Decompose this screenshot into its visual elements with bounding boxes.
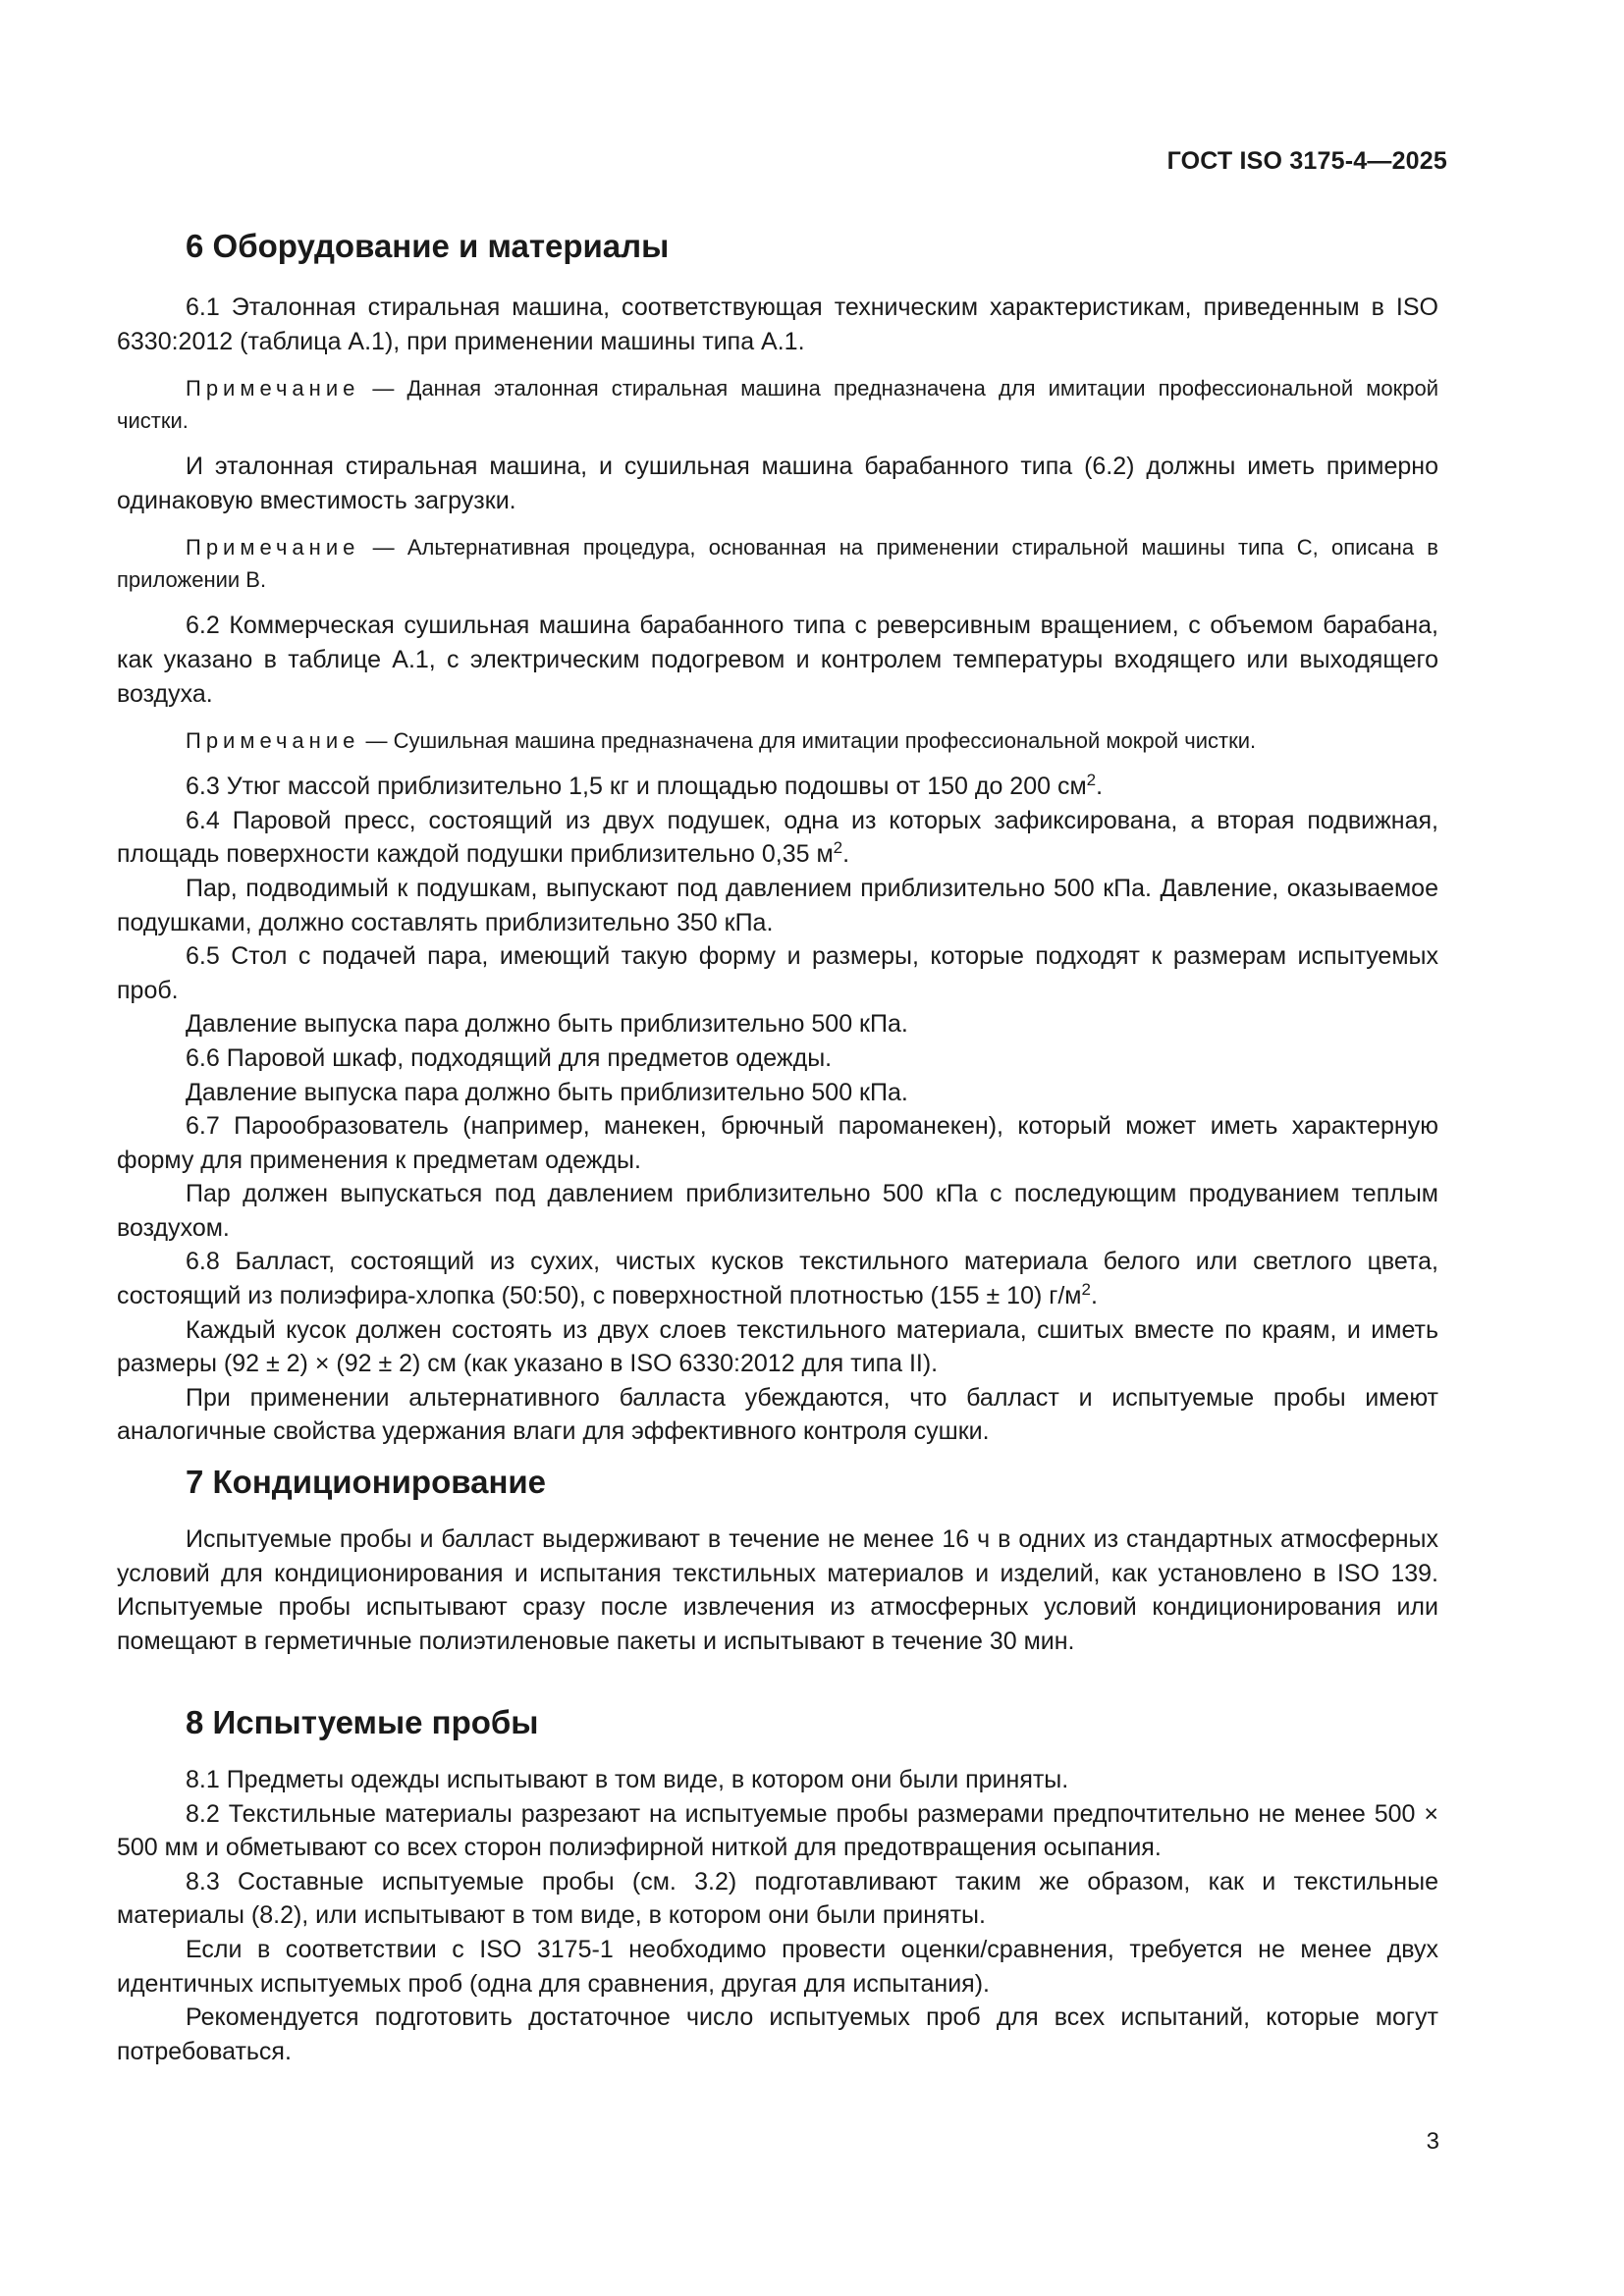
section-6 (117, 228, 1438, 1449)
note (117, 531, 1438, 596)
paragraph: 6.2 Коммерческая сушильная машина барабанного типа с реверсивным вращением, с объемом барабана, как указано в таблице А.1, с электрическим подогревом и контролем температуры входящего или выходящего воздуха. (117, 612, 1438, 708)
paragraph: При применении альтернативного балласта убеждаются, что балласт и испытуемые пробы имеют аналогичные свойства удержания влаги для эффективного контроля сушки. (117, 1383, 1438, 1446)
paragraph-end: . (1090, 1282, 1098, 1310)
paragraph: Пар должен выпускаться под давлением приблизительно 500 кПа с последующим продуванием теплым воздухом. (117, 1180, 1438, 1242)
paragraph: Пар, подводимый к подушкам, выпускают под давлением приблизительно 500 кПа. Давление, оказываемое подушками, должно составлять приблизительно 350 кПа. (117, 874, 1438, 936)
paragraph (117, 770, 1438, 804)
paragraph (117, 804, 1438, 872)
note-label: Примечание (186, 535, 360, 561)
note-text: — Сушильная машина предназначена для имитации профессиональной мокрой чистки. (359, 728, 1257, 754)
paragraph: Давление выпуска пара должно быть приблизительно 500 кПа. (186, 1078, 908, 1106)
paragraph-text: 6.4 Паровой пресс, состоящий из двух подушек, одна из которых зафиксирована, а вторая подвижная, площадь поверхности каждой подушки приблизительно 0,35 м (117, 806, 1438, 869)
section-7 (117, 1464, 1438, 1658)
superscript: 2 (1081, 1280, 1091, 1300)
paragraph: Давление выпуска пара должно быть приблизительно 500 кПа. (186, 1010, 908, 1039)
paragraph-text: 6.3 Утюг массой приблизительно 1,5 кг и площадью подошвы от 150 до 200 см (186, 773, 1087, 801)
note-label: Примечание (186, 376, 360, 401)
section-6-title: 6 Оборудование и материалы (186, 228, 670, 264)
paragraph: 8.3 Составные испытуемые пробы (см. 3.2) подготавливают таким же образом, как и текстильные материалы (8.2), или испытывают в том виде, в котором они были приняты. (117, 1867, 1438, 1930)
paragraph: 8.2 Текстильные материалы разрезают на испытуемые пробы размерами предпочтительно не менее 500 × 500 мм и обметывают со всех сторон полиэфирной ниткой для предотвращения осыпания. (117, 1799, 1438, 1862)
paragraph: И эталонная стиральная машина, и сушильная машина барабанного типа (6.2) должны иметь примерно одинаковую вместимость загрузки. (117, 453, 1438, 514)
paragraph: Рекомендуется подготовить достаточное число испытуемых проб для всех испытаний, которые могут потребоваться. (117, 2003, 1438, 2065)
note (117, 372, 1438, 437)
page-number: 3 (1426, 2128, 1439, 2155)
paragraph: 6.7 Парообразователь (например, манекен, брючный пароманекен), который может иметь характерную форму для применения к предметам одежды. (117, 1112, 1438, 1174)
paragraph: Если в соответствии с ISO 3175-1 необходимо провести оценки/сравнения, требуется не менее двух идентичных испытуемых проб (одна для сравнения, другая для испытания). (117, 1935, 1438, 1998)
section-7-title: 7 Кондиционирование (186, 1464, 547, 1500)
note (117, 724, 1438, 757)
paragraph-end: . (1096, 773, 1104, 801)
superscript: 2 (833, 838, 843, 858)
paragraph: Каждый кусок должен состоять из двух слоев текстильного материала, сшитых вместе по краям, и иметь размеры (92 ± 2) × (92 ± 2) см (как указано в ISO 6330:2012 для типа II). (117, 1315, 1438, 1378)
section-8-title: 8 Испытуемые пробы (186, 1704, 539, 1740)
paragraph-text: 6.8 Балласт, состоящий из сухих, чистых кусков текстильного материала белого или светлого цвета, состоящий из полиэфира-хлопка (50:50), с поверхностной плотностью (155 ± 10) г/м (117, 1248, 1438, 1310)
paragraph: Испытуемые пробы и балласт выдерживают в течение не менее 16 ч в одних из стандартных атмосферных условий для кондиционирования и испытания текстильных материалов и изделий, как установлено в ISO 139. Испытуемые пробы испытывают сразу после извлечения из атмосферных условий кондиционирования или помещают в герметичные полиэтиленовые пакеты и испытывают в течение 30 мин. (117, 1525, 1438, 1655)
note-text: — Данная эталонная стиральная машина предназначена для имитации профессиональной мокрой чистки. (117, 376, 1438, 434)
paragraph-end: . (842, 840, 850, 869)
paragraph (117, 1245, 1438, 1312)
paragraph: 8.1 Предметы одежды испытывают в том виде, в котором они были приняты. (186, 1766, 1069, 1793)
paragraph: 6.5 Стол с подачей пара, имеющий такую форму и размеры, которые подходят к размерам испытуемых проб. (117, 942, 1438, 1004)
note-label: Примечание (186, 728, 360, 754)
paragraph: 6.6 Паровой шкаф, подходящий для предметов одежды. (186, 1043, 833, 1072)
document-header: ГОСТ ISO 3175-4—2025 (1166, 147, 1447, 175)
superscript: 2 (1086, 771, 1097, 790)
note-text: — Альтернативная процедура, основанная на применении стиральной машины типа С, описана в приложении В. (117, 535, 1438, 593)
paragraph: 6.1 Эталонная стиральная машина, соответствующая техническим характеристикам, приведенным в ISO 6330:2012 (таблица А.1), при применении машины типа А.1. (117, 294, 1438, 355)
section-8 (117, 1704, 1438, 2068)
